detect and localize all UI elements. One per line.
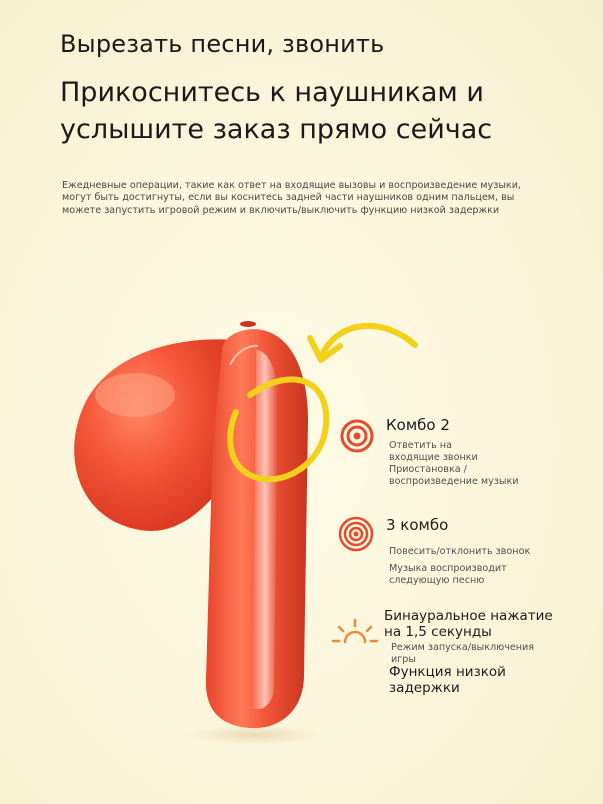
feature-2-title: 3 комбо [386,516,449,534]
feature-1-line: воспроизведение музыки [389,476,519,487]
feature-3-description [391,642,534,666]
feature-2-line: Музыка воспроизводит [389,563,507,574]
earbud-head [74,339,232,531]
feature-3-extra [389,664,506,696]
triple-ring-icon [340,518,372,550]
feature-3-extra-line: задержки [389,680,460,696]
feature-2-description [389,563,507,587]
feature-3-title [384,608,553,640]
feature-1-line: Ответить на [389,440,452,451]
description-line-3: можете запустить игровой режим и включить/выключить функцию низкой задержки [62,204,500,216]
feature-2-line: Повесить/отклонить звонок [389,546,531,557]
feature-1-title: Комбо 2 [386,416,450,434]
feature-3-line: Режим запуска/выключения [391,642,535,653]
title-line-2: услышите заказ прямо сейчас [60,114,493,145]
sun-burst-icon [333,620,377,642]
feature-1-line: входящие звонки [389,452,478,463]
title-line-1: Прикоснитесь к наушникам и [60,77,484,108]
feature-3-title-line: Бинауральное нажатие [384,608,553,624]
description-line-2: могут быть достигнуты, если вы коснитесь задней части наушников одним пальцем, вы [62,192,515,204]
feature-3-line: игры [391,654,416,665]
feature-3-extra-line: Функция низкой [389,664,506,680]
earbud-head-highlight [95,373,175,417]
description-line-1: Ежедневные операции, такие как ответ на входящие вызовы и воспроизведение музыки, [62,180,521,191]
feature-3-title-line: на 1,5 секунды [384,624,492,640]
feature-1-description [389,440,519,488]
earbud-tip [240,321,256,327]
feature-2-line: следующую песню [389,575,485,586]
section-heading: Вырезать песни, звонить [60,30,385,58]
double-ring-icon [342,421,372,451]
feature-1-line: Приостановка / [389,464,467,475]
